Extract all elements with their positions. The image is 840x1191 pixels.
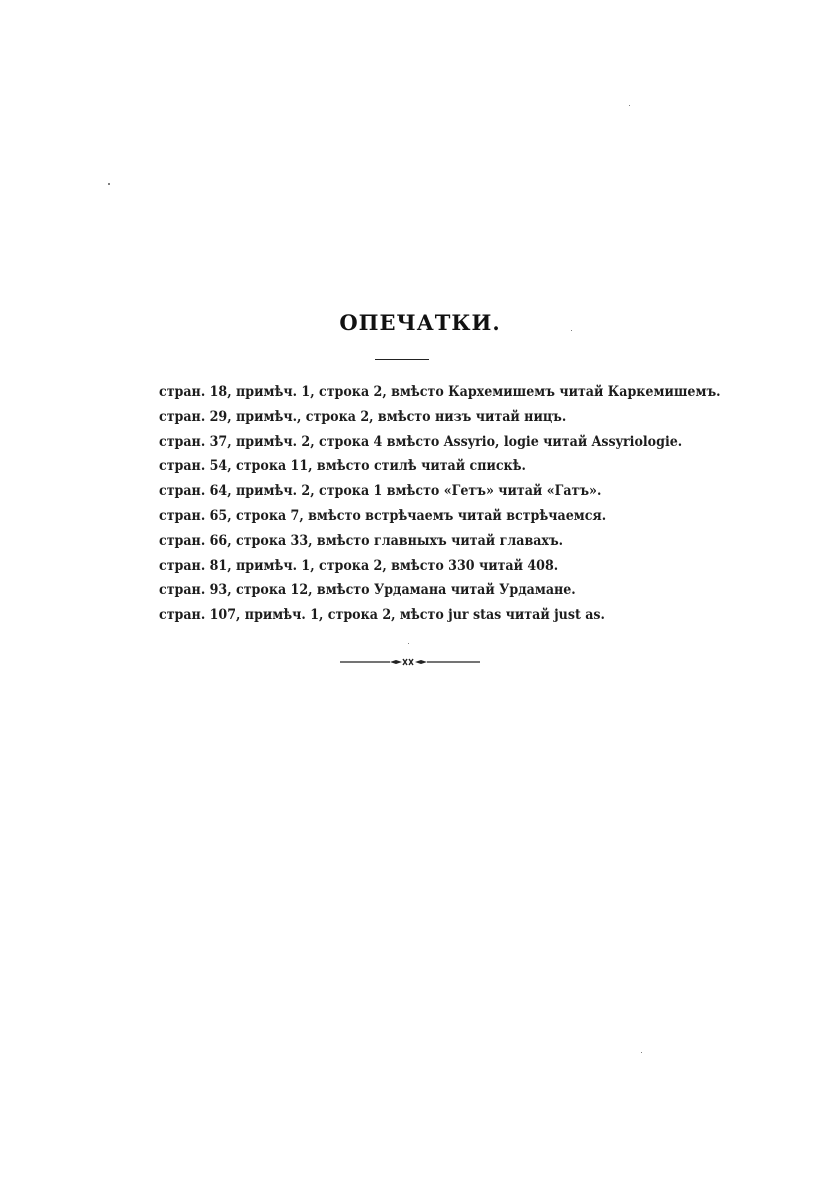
errata-item: стран. 65, строка 7, вмѣсто встрѣчаемъ читай встрѣчаемся. [159,507,607,524]
errata-item: стран. 29, примѣч., строка 2, вмѣсто низъ читай ницъ. [159,408,567,425]
closing-ornament [340,655,480,669]
errata-list [159,380,759,628]
errata-item: стран. 107, примѣч. 1, строка 2, мѣсто jur stas читай just as. [159,607,605,624]
print-speck [629,105,630,106]
errata-item: стран. 64, примѣч. 2, строка 1 вмѣсто «Гетъ» читай «Гатъ». [159,483,602,500]
page-title: ОПЕЧАТКИ. [339,310,501,335]
errata-item: стран. 54, строка 11, вмѣсто стилѣ читай спискѣ. [159,458,526,475]
print-speck [641,1052,642,1053]
print-speck [408,643,409,644]
errata-item: стран. 93, строка 12, вмѣсто Урдамана читай Урдамане. [159,582,576,599]
print-speck [108,183,110,185]
errata-item: стран. 81, примѣч. 1, строка 2, вмѣсто 330 читай 408. [159,557,559,574]
errata-item: стран. 66, строка 33, вмѣсто главныхъ читай главахъ. [159,532,564,549]
errata-item: стран. 37, примѣч. 2, строка 4 вмѣсто Assyrio, logie читай Assyriologie. [159,433,683,450]
title-underline [375,359,429,360]
errata-item: стран. 18, примѣч. 1, строка 2, вмѣсто Кархемишемъ читай Каркемишемъ. [159,384,721,400]
